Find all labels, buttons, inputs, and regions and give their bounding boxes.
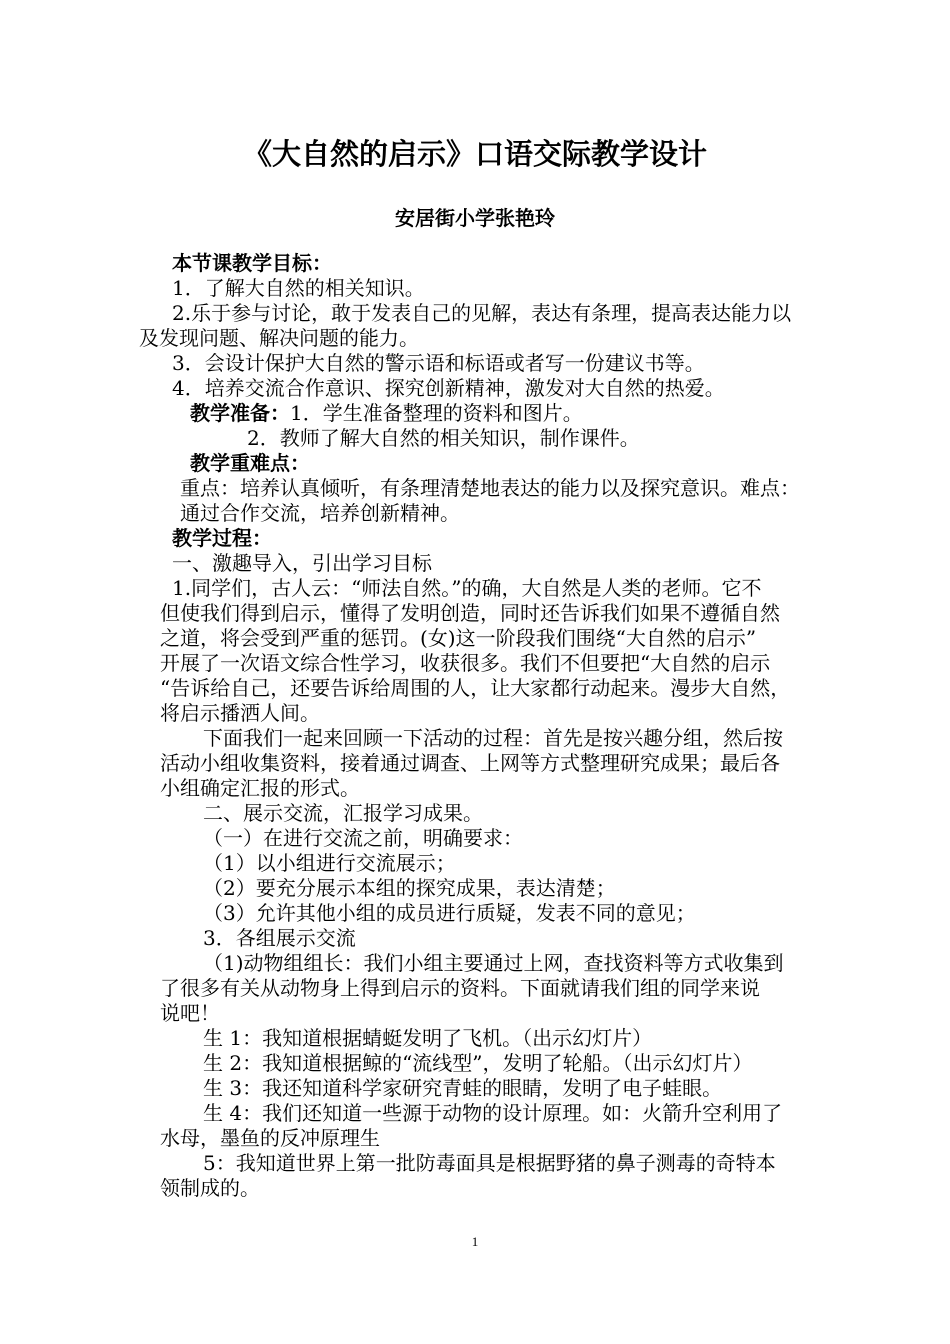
section-2-heading: 二、展示交流，汇报学习成果。: [203, 801, 483, 825]
key-points-heading: 教学重难点：: [190, 451, 310, 475]
intro-line-2: 但使我们得到启示，懂得了发明创造，同时还告诉我们如果不遵循自然: [160, 601, 780, 625]
goal-2-line-2: 及发现问题、解决问题的能力。: [139, 326, 419, 350]
student-3: 生 3：我还知道科学家研究青蛙的眼睛，发明了电子蛙眼。: [203, 1076, 723, 1100]
requirement-1: （1）以小组进行交流展示；: [203, 851, 456, 875]
author-line: 安居街小学张艳玲: [395, 206, 555, 230]
goal-4: 4．培养交流合作意识、探究创新精神，激发对大自然的热爱。: [172, 376, 725, 400]
intro-line-4: 开展了一次语文综合性学习，收获很多。我们不但要把“大自然的启示: [160, 651, 771, 675]
goals-heading: 本节课教学目标：: [172, 251, 332, 275]
process-heading: 教学过程：: [172, 526, 272, 550]
step-3-heading: 3．各组展示交流: [203, 926, 356, 950]
document-title: 《大自然的启示》口语交际教学设计: [242, 137, 707, 171]
review-line-3: 小组确定汇报的形式。: [160, 776, 360, 800]
student-4-line-2: 水母，墨鱼的反冲原理生: [160, 1126, 380, 1150]
section-1-heading: 一、激趣导入，引出学习目标: [172, 551, 432, 575]
prep-item-1: 1．学生准备整理的资料和图片。: [290, 401, 583, 425]
goal-1: 1．了解大自然的相关知识。: [172, 276, 425, 300]
goal-3: 3．会设计保护大自然的警示语和标语或者写一份建议书等。: [172, 351, 705, 375]
prep-heading: 教学准备：: [190, 401, 290, 425]
key-points-line-2: 通过合作交流，培养创新精神。: [180, 501, 460, 525]
intro-line-3: 之道，将会受到严重的惩罚。(女)这一阶段我们围绕“大自然的启示”: [160, 626, 757, 650]
student-5-line-1: 5：我知道世界上第一批防毒面具是根据野猪的鼻子测毒的奇特本: [203, 1151, 776, 1175]
requirement-3: （3）允许其他小组的成员进行质疑，发表不同的意见；: [203, 901, 696, 925]
review-line-1: 下面我们一起来回顾一下活动的过程：首先是按兴趣分组，然后按: [203, 726, 783, 750]
requirement-2: （2）要充分展示本组的探究成果，表达清楚；: [203, 876, 616, 900]
prep-item-2: 2．教师了解大自然的相关知识，制作课件。: [247, 426, 640, 450]
intro-line-1: 1.同学们，古人云：“师法自然。”的确，大自然是人类的老师。它不: [172, 576, 762, 600]
goal-2-line-1: 2.乐于参与讨论，敢于发表自己的见解，表达有条理，提高表达能力以: [172, 301, 792, 325]
student-1: 生 1：我知道根据蜻蜓发明了飞机。（出示幻灯片）: [203, 1026, 653, 1050]
intro-line-6: 将启示播洒人间。: [160, 701, 320, 725]
animal-group-line-2: 了很多有关从动物身上得到启示的资料。下面就请我们组的同学来说: [160, 976, 760, 1000]
student-5-line-2: 领制成的。: [160, 1176, 260, 1200]
student-2: 生 2：我知道根据鲸的“流线型”，发明了轮船。（出示幻灯片）: [203, 1051, 753, 1075]
intro-line-5: “告诉给自己，还要告诉给周围的人，让大家都行动起来。漫步大自然，: [160, 676, 791, 700]
page-number: 1: [471, 1234, 479, 1249]
prep-line-1: [190, 400, 583, 426]
animal-group-line-3: 说吧！: [160, 1001, 220, 1025]
student-4-line-1: 生 4：我们还知道一些源于动物的设计原理。如：火箭升空利用了: [203, 1101, 783, 1125]
key-points-line-1: 重点：培养认真倾听，有条理清楚地表达的能力以及探究意识。难点：: [180, 476, 800, 500]
animal-group-line-1: （1)动物组组长：我们小组主要通过上网，查找资料等方式收集到: [203, 951, 784, 975]
requirements-heading: （一）在进行交流之前，明确要求：: [203, 826, 523, 850]
review-line-2: 活动小组收集资料，接着通过调查、上网等方式整理研究成果；最后各: [160, 751, 780, 775]
